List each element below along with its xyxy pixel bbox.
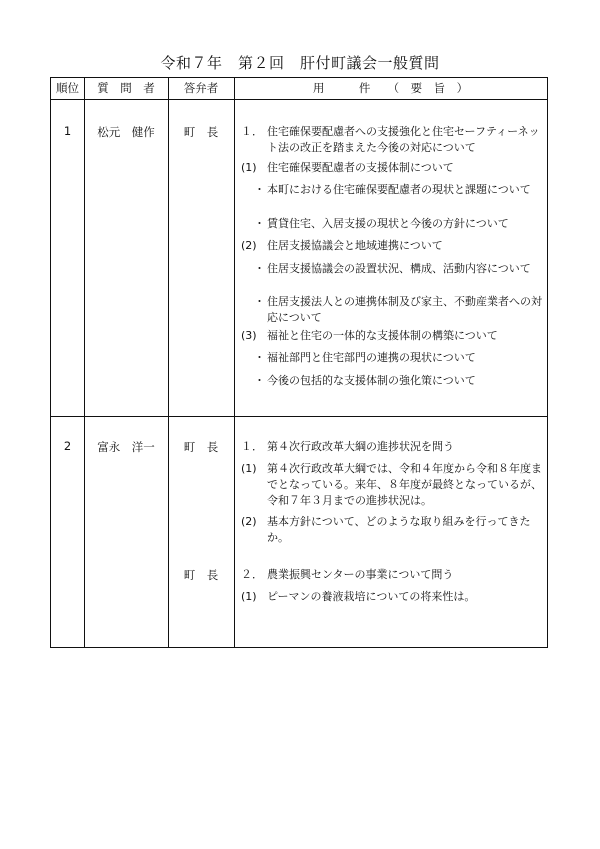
item-marker: (2) <box>241 515 257 528</box>
item-text: 本町における住宅確保要配慮者の現状と課題について <box>267 183 531 196</box>
item-marker: (1) <box>241 462 257 475</box>
item-text: 第４次行政改革大綱では、令和４年度から令和８年度までとなっている。来年、８年度が最終となっているが、令和７年３月までの進捗状況は。 <box>267 462 542 507</box>
row-divider <box>51 416 547 417</box>
item-marker: ・ <box>254 217 265 230</box>
item-marker: ・ <box>254 295 265 308</box>
column-divider <box>234 78 235 647</box>
respondent: 町 長 <box>183 125 219 139</box>
header-order: 順位 <box>56 81 79 95</box>
header-subject: 用 件 （ 要 旨 ） <box>312 81 469 95</box>
item-text: 福祉部門と住宅部門の連携の現状について <box>267 351 476 364</box>
item-text: 住宅確保要配慮者への支援強化と住宅セーフティーネット法の改正を踏まえた今後の対応について <box>267 125 540 154</box>
item-text: 住宅確保要配慮者の支援体制について <box>267 161 454 174</box>
item-text: 福祉と住宅の一体的な支援体制の構築について <box>267 329 498 342</box>
item-text: 住居支援法人との連携体制及び家主、不動産業者への対応について <box>267 295 542 324</box>
item-text: 今後の包括的な支援体制の強化策について <box>267 374 476 387</box>
item-text: 住居支援協議会と地域連携について <box>267 239 443 252</box>
respondent: 町 長 <box>183 568 219 582</box>
item-marker: (2) <box>241 239 257 252</box>
item-marker: ２． <box>241 568 263 581</box>
item-marker: ・ <box>254 374 265 387</box>
row-order: 2 <box>63 439 72 453</box>
item-text: 住居支援協議会の設置状況、構成、活動内容について <box>267 262 531 275</box>
item-marker: (1) <box>241 590 257 603</box>
item-marker: (1) <box>241 161 257 174</box>
item-text: 農業振興センターの事業について問う <box>267 568 454 581</box>
item-text: 基本方針について、どのような取り組みを行ってきたか。 <box>267 515 531 544</box>
respondent: 町 長 <box>183 440 219 454</box>
item-marker: ・ <box>254 351 265 364</box>
item-text: 賃貸住宅、入居支援の現状と今後の方針について <box>267 217 509 230</box>
question-table <box>50 77 548 648</box>
page-title: 令和７年 第２回 肝付町議会一般質問 <box>160 54 440 72</box>
header-divider <box>51 99 547 100</box>
questioner-name: 松元 健作 <box>97 125 155 139</box>
column-divider <box>168 78 169 647</box>
item-marker: ・ <box>254 183 265 196</box>
item-marker: ・ <box>254 262 265 275</box>
item-marker: １． <box>241 125 263 138</box>
questioner-name: 富永 洋一 <box>97 440 155 454</box>
item-marker: １． <box>241 440 263 453</box>
column-divider <box>84 78 85 647</box>
header-questioner: 質 問 者 <box>97 81 155 95</box>
item-text: ピーマンの養液栽培についての将来性は。 <box>267 590 476 603</box>
row-order: 1 <box>63 124 72 138</box>
item-text: 第４次行政改革大綱の進捗状況を問う <box>267 440 454 453</box>
item-marker: (3) <box>241 329 257 342</box>
header-respondent: 答弁者 <box>183 81 219 95</box>
